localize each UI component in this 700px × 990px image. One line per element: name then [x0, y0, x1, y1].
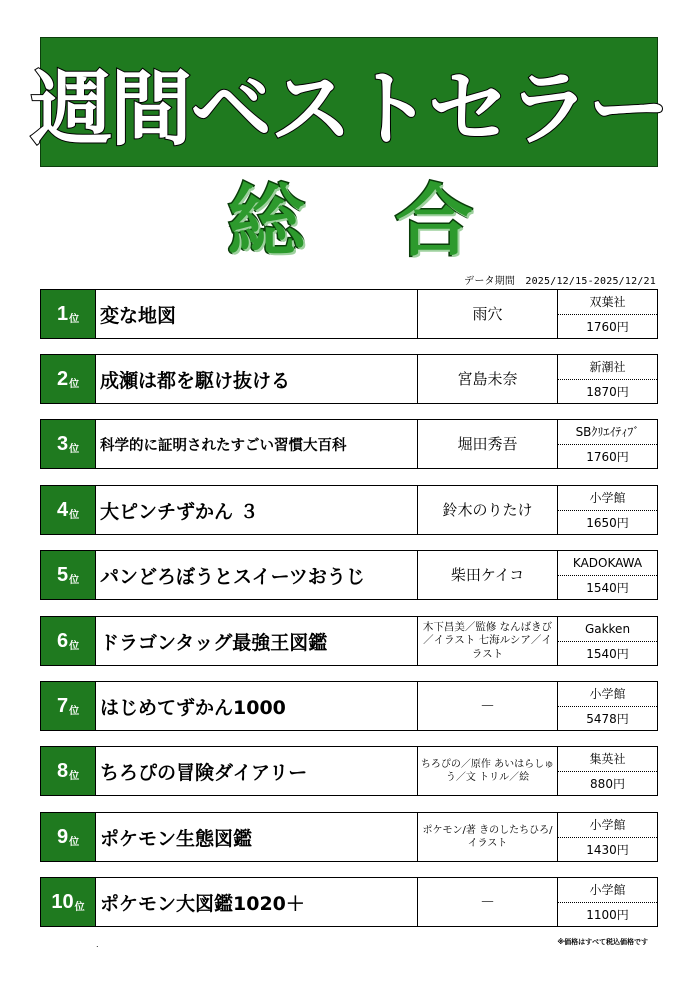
period-label: データ期間: [464, 276, 516, 287]
data-period: [0, 272, 656, 287]
book-title: 変な地図: [96, 290, 418, 338]
book-author: 堀田秀吾: [418, 420, 558, 468]
publisher-price-cell: [558, 290, 657, 338]
book-author: 雨穴: [418, 290, 558, 338]
book-publisher: Gakken: [558, 617, 657, 642]
book-price: 1430円: [586, 842, 629, 857]
book-publisher: 小学館: [558, 486, 657, 511]
book-title: ポケモン大図鑑1020＋: [96, 878, 418, 926]
book-price: 1760円: [586, 319, 629, 334]
rank-suffix: 位: [69, 574, 80, 586]
rank-number: 9: [56, 825, 69, 848]
book-title: ドラゴンタッグ最強王図鑑: [96, 617, 418, 665]
publisher-price-cell: [558, 813, 657, 861]
rank-number: 3: [56, 432, 69, 455]
book-price: 1100円: [586, 907, 629, 922]
book-author: 柴田ケイコ: [418, 551, 558, 599]
ranking-row-10: [40, 877, 658, 927]
rank-number: 5: [56, 563, 69, 586]
book-author: ポケモン/著 きのしたちひろ/イラスト: [418, 813, 558, 861]
rank-suffix: 位: [69, 705, 80, 717]
ranking-row-8: [40, 746, 658, 796]
book-author: 宮島未奈: [418, 355, 558, 403]
book-title: パンどろぼうとスイーツおうじ: [96, 551, 418, 599]
rank-badge: [41, 420, 96, 468]
rank-badge: [41, 747, 96, 795]
rank-suffix: 位: [69, 640, 80, 652]
ranking-row-6: [40, 616, 658, 666]
book-title: 大ピンチずかん ３: [96, 486, 418, 534]
rank-badge: [41, 551, 96, 599]
publisher-price-cell: [558, 355, 657, 403]
period-range: 2025/12/15-2025/12/21: [525, 276, 656, 287]
book-price: 1760円: [586, 449, 629, 464]
rank-suffix: 位: [69, 836, 80, 848]
header-banner: [30, 37, 668, 167]
book-publisher: 双葉社: [558, 290, 657, 315]
book-publisher: 小学館: [558, 878, 657, 903]
book-publisher: SBｸﾘｴｲﾃｨﾌﾞ: [558, 420, 657, 445]
book-title: 成瀬は都を駆け抜ける: [96, 355, 418, 403]
ranking-row-1: [40, 289, 658, 339]
ranking-row-4: [40, 485, 658, 535]
book-author: 鈴木のりたけ: [418, 486, 558, 534]
book-price: 1540円: [586, 580, 629, 595]
rank-suffix: 位: [69, 378, 80, 390]
book-title: ポケモン生態図鑑: [96, 813, 418, 861]
category-title: 総合: [226, 177, 563, 267]
rank-number: 10: [51, 890, 74, 913]
book-price: 1870円: [586, 384, 629, 399]
rank-suffix: 位: [69, 313, 80, 325]
book-author: －: [418, 682, 558, 730]
book-price: 5478円: [586, 711, 629, 726]
book-publisher: 集英社: [558, 747, 657, 772]
rank-badge: [41, 617, 96, 665]
rank-number: 2: [56, 367, 69, 390]
rank-badge: [41, 682, 96, 730]
rank-suffix: 位: [69, 509, 80, 521]
rank-suffix: 位: [69, 443, 80, 455]
ranking-row-5: [40, 550, 658, 600]
publisher-price-cell: [558, 486, 657, 534]
ranking-row-2: [40, 354, 658, 404]
rank-number: 6: [56, 629, 69, 652]
book-author: ちろぴの／原作 あいはらしゅう／文 トリル／絵: [418, 747, 558, 795]
ranking-row-3: [40, 419, 658, 469]
book-price: 1650円: [586, 515, 629, 530]
book-author: －: [418, 878, 558, 926]
rank-number: 1: [56, 302, 69, 325]
book-publisher: 小学館: [558, 813, 657, 838]
publisher-price-cell: [558, 747, 657, 795]
footer-dot: .: [96, 940, 99, 949]
book-author: 木下昌美／監修 なんばきび／イラスト 七海ルシア／イラスト: [418, 617, 558, 665]
page-title: 週間ベストセラー: [30, 61, 668, 157]
book-publisher: 新潮社: [558, 355, 657, 380]
book-title: 科学的に証明されたすごい習慣大百科: [96, 420, 418, 468]
rank-badge: [41, 290, 96, 338]
rank-badge: [41, 355, 96, 403]
rank-number: 4: [56, 498, 69, 521]
rank-number: 8: [56, 759, 69, 782]
rank-badge: [41, 878, 96, 926]
publisher-price-cell: [558, 878, 657, 926]
rank-badge: [41, 486, 96, 534]
price-note: ※価格はすべて税込価格です: [557, 938, 648, 946]
rank-number: 7: [56, 694, 69, 717]
book-price: 1540円: [586, 646, 629, 661]
publisher-price-cell: [558, 617, 657, 665]
book-publisher: 小学館: [558, 682, 657, 707]
rank-suffix: 位: [69, 770, 80, 782]
publisher-price-cell: [558, 551, 657, 599]
category-banner: [0, 170, 700, 267]
rank-suffix: 位: [74, 901, 85, 913]
book-publisher: KADOKAWA: [558, 551, 657, 576]
ranking-row-9: [40, 812, 658, 862]
book-title: ちろぴの冒険ダイアリー: [96, 747, 418, 795]
ranking-row-7: [40, 681, 658, 731]
publisher-price-cell: [558, 420, 657, 468]
rank-badge: [41, 813, 96, 861]
publisher-price-cell: [558, 682, 657, 730]
book-price: 880円: [590, 776, 625, 791]
book-title: はじめてずかん1000: [96, 682, 418, 730]
